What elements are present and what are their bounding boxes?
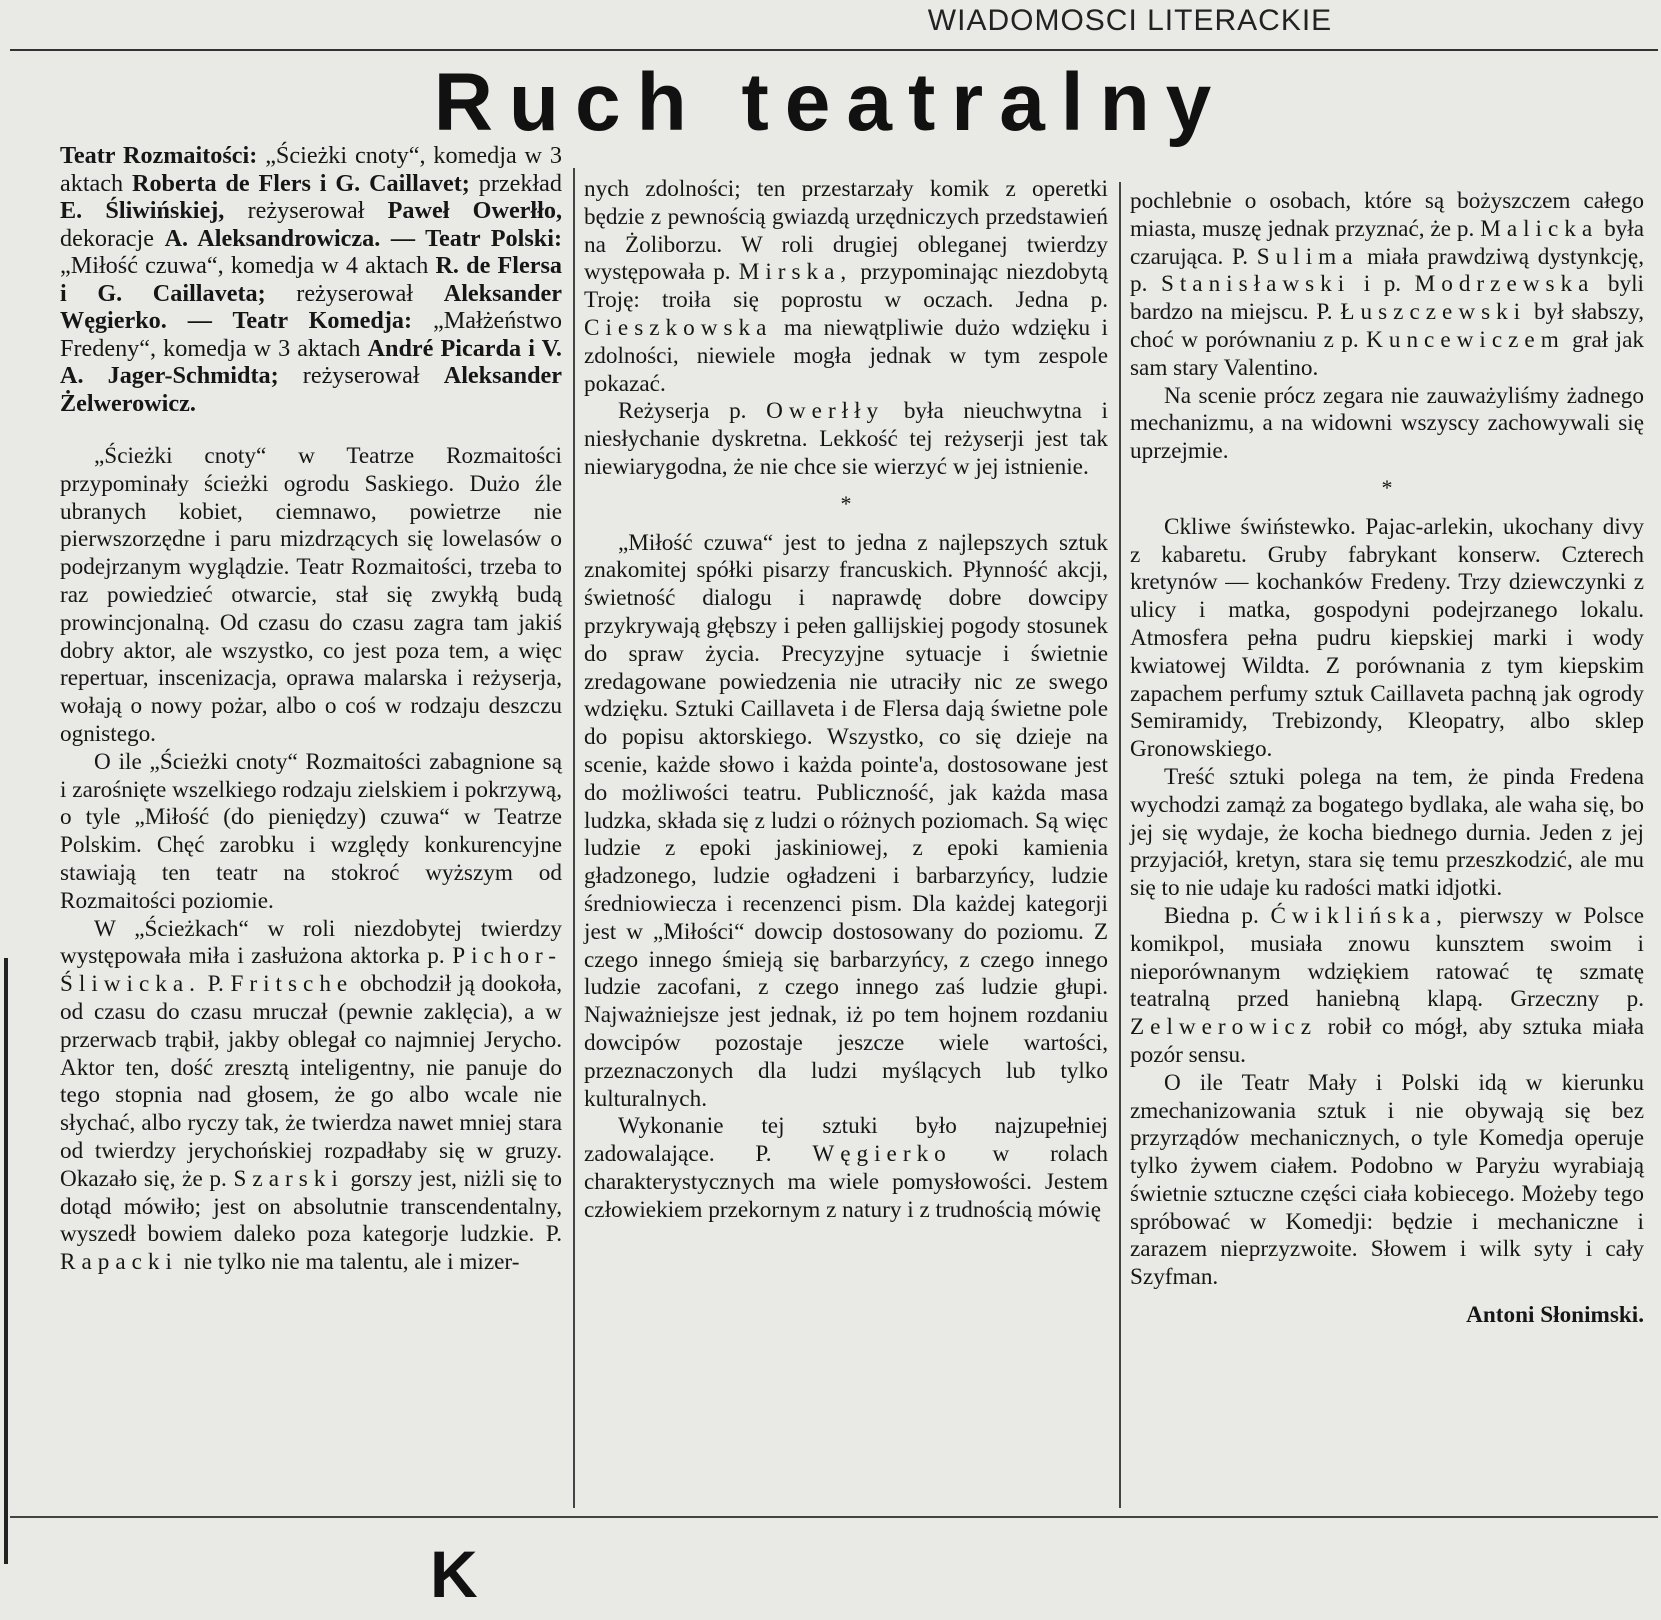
paragraph: O ile Teatr Mały i Polski idą w kierunku zmechanizowania sztuk i nie obywają się bez przyrządów mechanicznych, o tyle Komedja operuje tylko żywem ciałem. Podobno w Paryżu wyrabiają świetnie sztuczne części ciała kobiecego. Możeby tego spróbować w Komedji: będzie i mechaniczne i zarazem nieprzyzwoite. Słowem i wilk syty i cały Szyfman. [1130,1069,1644,1291]
actor-name: Kuncewiczem [1366,326,1565,353]
paragraph: nych zdolności; ten przestarzały komik z operetki będzie z pewnością gwiazdą urzędniczych przedstawień na Żoliborzu. W roli drugiej obleganej twierdzy występowała p. Mirska, przypominając niezdobytą Troję: troiła się poprostu w oczach. Jedna p. Cieszkowska ma niewątpliwie dużo wdzięku i zdolności, niewiele mogła jednak w tym zespole pokazać. [584,176,1108,397]
director-name: Owerłły [766,398,885,425]
actor-name: Łuszczewski [1340,299,1527,326]
paragraph: „Ścieżki cnoty“ w Teatrze Rozmaitości przypominały ścieżki ogrodu Saskiego. Dużo źle ubranych kobiet, ciemnawo, powietrze nie pierwszorzędne i paru mizdrzących się lowelasów o podejrzanym wyglądzie. Teatr Rozmaitości, trzeba to raz powiedzieć otwarcie, stał się zwykłą budą prowincjonalną. Od czasu do czasu zagra tam jakiś dobry aktor, ale wszystko, co jest poza tem, a więc repertuar, inscenizacja, oprawa malarska i reżyserja, wołają o nowy pożar, albo o coś w rodzaju deszczu ognistego. [60,443,562,747]
actor-name: Cieszkowska [584,314,773,341]
paragraph: O ile „Ścieżki cnoty“ Rozmaitości zabagnione są i zarośnięte wszelkiego rodzaju zielskiem i pokrzywą, o tyle „Miłość (do pieniędzy) czuwa“ w Teatrze Polskim. Chęć zarobku i względy konkurencyjne stawiają ten teatr na stokroć wyższym od Rozmaitości poziomie. [60,748,562,914]
top-rule [10,49,1658,51]
paragraph: pochlebnie o osobach, które są bożyszczem całego miasta, muszę jednak przyznać, że p. Malicka była czarująca. P. Sulima miała prawdziwą dystynkcję, p. Stanisławski i p. Modrzewska byli bardzo na miejscu. P. Łuszczewski był słabszy, choć w porównaniu z p. Kuncewiczem grał jak sam stary Valentino. [1130,188,1645,381]
actor-name: Sulima [1256,243,1359,270]
actor-name: Rapacki [60,1249,178,1276]
actor-name: Zelwerowicz [1130,1014,1318,1041]
actor-name: Węgierko [812,1141,952,1168]
actor-name: Mirska, [738,259,853,286]
bottom-rule [10,1516,1658,1518]
actor-name: Modrzewska [1414,271,1595,298]
article-column-2 [584,176,1108,1546]
margin-mark [4,958,8,1564]
masthead: WIADOMOSCI LITERACKIE [927,4,1333,37]
paragraph: W „Ścieżkach“ w roli niezdobytej twierdzy występowała miła i zasłużona aktorka p. Pichor-Śliwicka. P. Fritsche obchodził ją dookoła, od czasu do czasu mruczał (pewnie zaklęcia), a w przerwacb trąbił, jakby oblegał co najmniej Jerycho. Aktor ten, dość zresztą inteligentny, nie panuje do tego stopnia nad głosem, że go albo wcale nie słychać, albo ryczy tak, że twierdza nawet mniej stara od twierdzy jerychońskiej rozpadłaby się w gruzy. Okazało się, że p. Szarski gorszy jest, niżli się to dotąd mówiło; jest on absolutnie transcendentalny, wyszedł bowiem daleko poza kategorje ludzkie. P. Rapacki nie tylko nie ma talentu, ale i mizer- [60,915,563,1276]
section-separator: * [1381,474,1393,500]
actor-name: Malicka [1480,215,1599,242]
paragraph: Treść sztuki polega na tem, że pinda Fredena wychodzi zamąż za bogatego bydlaka, ale waha się, bo jej się wydaje, że kocha biednego durnia. Jeden z jej przyjaciół, kretyn, stara się temu przeszkodzić, ale mu się to nie udaje ku radości matki idjotki. [1130,763,1644,902]
section-separator: * [840,490,852,516]
production-credits: Teatr Rozmaitości: „Ścieżki cnoty“, komedja w 3 aktach Roberta de Flers i G. Caillavet; przekład E. Śliwińskiej, reżyserował Paweł Owerłło, dekoracje A. Aleksandrowicza. — Teatr Polski: „Miłość czuwa“, komedja w 4 aktach R. de Flersa i G. Caillaveta; reżyserował Aleksander Węgierko. — Teatr Komedja: „Małżeństwo Fredeny“, komedja w 3 aktach André Picarda i V. A. Jager-Schmidta; reżyserował Aleksander Żelwerowicz. [60,142,563,417]
column-divider [1119,182,1121,1508]
article-column-1 [60,142,562,1512]
actor-name: Fritsche [230,971,354,998]
actor-name: Pichor-Śliwicka. [60,943,562,998]
actor-name: Ćwiklińska, [1270,902,1448,929]
paragraph: Ckliwe świństewko. Pajac-arlekin, ukochany divy z kabaretu. Gruby fabrykant konserw. Czterech kretynów — kochanków Fredeny. Trzy dziewczynki z ulicy i matka, gospodyni podejrzanego lokalu. Atmosfera pełna pudru kiepskiej marki i wody kwiatowej Wildta. Z porównania z tym kiepskim zapachem perfumy sztuk Caillaveta pachną jak ogrody Semiramidy, Trebizondy, Kleopatry, albo sklep Gronowskiego. [1130,513,1644,763]
author-signature: Antoni Słonimski. [1466,1302,1644,1329]
column-divider [573,168,575,1508]
article-title: Ruch teatralny [433,57,1228,148]
paragraph: Na scenie prócz zegara nie zauważyliśmy żadnego mechanizmu, a na widowni wszyscy zachowywali się uprzejmie. [1130,382,1644,465]
article-column-3 [1130,188,1644,1558]
paragraph: „Miłość czuwa“ jest to jedna z najlepszych sztuk znakomitej spółki pisarzy francuskich. Płynność akcji, świetność dialogu i naprawdę dobre dowcipy przykrywają głębszy i pełen gallijskiej pogody stosunek do spraw życia. Precyzyjne sytuacje i świetnie zredagowane powiedzenia nie utraciły nic ze swego wdzięku. Sztuki Caillaveta i de Flersa dają świetne pole do popisu aktorskiego. Wszystko, co się dzieje na scenie, każde słowo i każda pointe'a, dostosowane jest do możliwości teatru. Publiczność, jak każda masa ludzka, składa się z ludzi o różnych poziomach. Są więc ludzie z epoki jaskiniowej, z epoki kamienia gładzonego, ludzie ogładzeni i barbarzyńcy, ludzie średniowiecza i recenzenci pism. Dla każdej kategorji jest w „Miłości“ dowcip dostosowany do poziomu. Z czego innego śmieją się barbarzyńcy, z czego innego ludzie zacofani, z czego innego zaś ludzie głupi. Najważniejsze jest jednak, iż po tem hojnem rozdaniu dowcipów pozostaje jeszcze wiele wartości, przeznaczonych dla ludzi myślących lub tylko kulturalnych. [584,529,1108,1112]
paragraph: Biedna p. Ćwiklińska, pierwszy w Polsce komikpol, musiała znowu kunsztem swoim i nieporównanym wdziękiem ratować tę szmatę teatralną przed haniebną klapą. Grzeczny p. Zelwerowicz robił co mógł, aby sztuka miała pozór sensu. [1130,902,1644,1068]
paragraph: Reżyserja p. Owerłły była nieuchwytna i niesłychanie dyskretna. Lekkość tej reżyserji jest tak niewiarygodna, że nie chce sie wierzyć w jej istnienie. [584,398,1108,480]
actor-name: Szarski [233,1165,344,1192]
next-article-headline-fragment: K [430,1537,506,1611]
actor-name: Stanisławski [1160,271,1351,298]
paragraph: Wykonanie tej sztuki było najzupełniej zadowalające. P. Węgierko w rolach charakterystycznych ma wiele pomysłowości. Jestem człowiekiem przekornym z natury i z trudnością mówię [584,1113,1109,1223]
spacer [60,417,562,443]
